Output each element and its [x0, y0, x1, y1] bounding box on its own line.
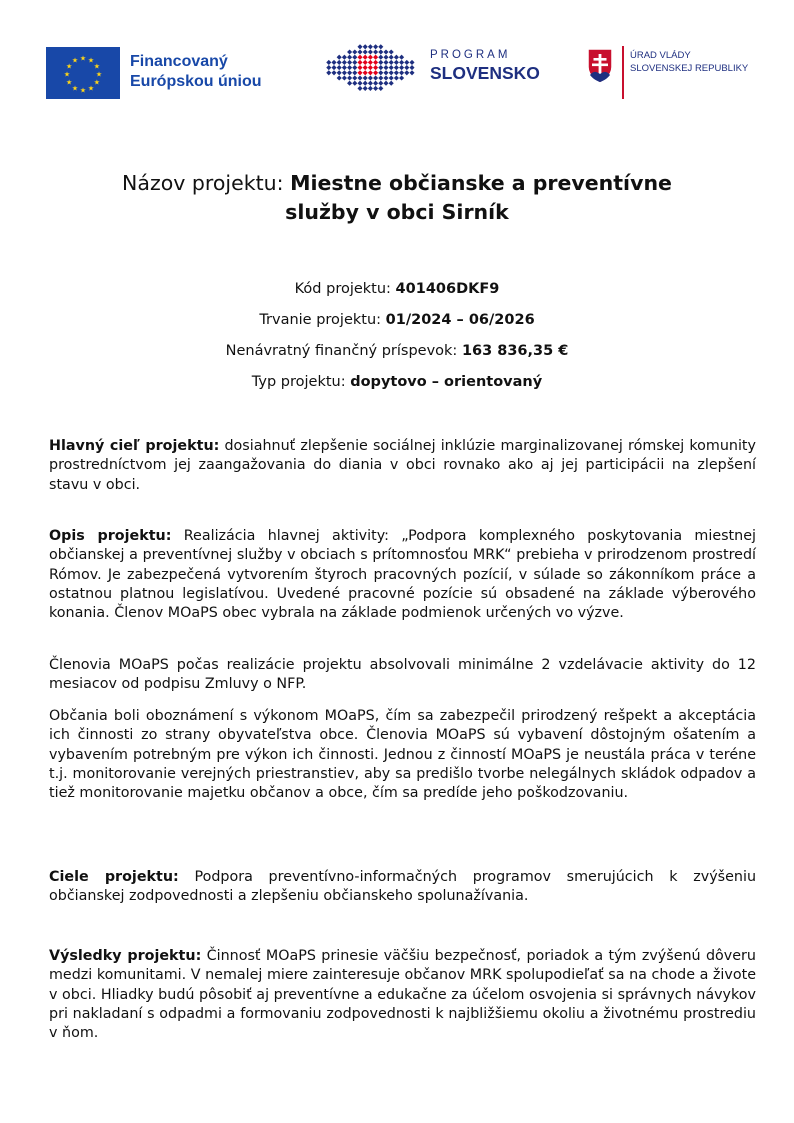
project-type-value: dopytovo – orientovaný [350, 374, 543, 390]
eu-star-icon: ★ [79, 86, 87, 95]
project-title-name-part1: Miestne občianske a preventívne [290, 171, 672, 195]
program-mark-dot [394, 70, 399, 75]
program-mark-dot [352, 75, 357, 80]
program-mark-dot [326, 60, 331, 65]
description-paragraph [49, 527, 756, 623]
project-code-label: Kód projektu: [294, 281, 391, 297]
program-mark-dot [394, 65, 399, 70]
program-mark-dot [373, 70, 378, 75]
program-mark-dot [368, 70, 373, 75]
project-grant-value: 163 836,35 € [461, 343, 569, 359]
program-mark-dot [373, 86, 378, 91]
program-mark-dot [409, 60, 414, 65]
main-goal-paragraph [49, 437, 756, 495]
gov-logo-text [630, 49, 748, 75]
program-mark-dot [378, 70, 383, 75]
program-mark-dot [352, 65, 357, 70]
program-mark-dot [399, 55, 404, 60]
description-text-2: Členovia MOaPS počas realizácie projektu absolvovali minimálne 2 vzdelávacie aktivity do 12 mesiacov od podpisu Zmluvy o NFP. [49, 657, 756, 693]
eu-star-icon: ★ [71, 56, 79, 65]
program-label: PROGRAM [430, 49, 511, 61]
program-mark-dot [378, 60, 383, 65]
project-grant-label: Nenávratný finančný príspevok: [225, 343, 458, 359]
program-mark-dot [368, 75, 373, 80]
program-mark-dot [389, 55, 394, 60]
eu-logo-line2: Európskou úniou [130, 73, 262, 90]
program-mark-dot [389, 60, 394, 65]
program-mark-dot [389, 81, 394, 86]
eu-flag-logo [46, 47, 120, 99]
program-mark-dot [373, 60, 378, 65]
eu-star-icon: ★ [79, 54, 87, 63]
program-mark-dot [357, 81, 362, 86]
aims-paragraph [49, 868, 756, 907]
program-mark-dot [363, 65, 368, 70]
program-mark-dot [331, 70, 336, 75]
program-mark-dot [383, 49, 388, 54]
program-mark-dot [383, 81, 388, 86]
program-mark-dot [347, 49, 352, 54]
program-mark-dot [373, 65, 378, 70]
project-title [40, 169, 754, 227]
program-mark-dot [352, 49, 357, 54]
program-mark-dot [383, 60, 388, 65]
gov-logo-line2: SLOVENSKEJ REPUBLIKY [630, 63, 749, 74]
program-mark-dot [326, 65, 331, 70]
program-mark-dot [342, 55, 347, 60]
eu-star-icon: ★ [95, 70, 103, 79]
main-goal-text: dosiahnuť zlepšenie sociálnej inklúzie marginalizovanej rómskej komunity prostredníctvom jej zaangažovania do diania v obci rovnako ako aj jej participácii na zlepšení stavu v obci. [49, 438, 756, 493]
program-mark-dot [378, 65, 383, 70]
eu-logo-line1: Financovaný [130, 53, 228, 70]
eu-star-icon: ★ [87, 56, 95, 65]
gov-logo-line1: ÚRAD VLÁDY [630, 50, 691, 61]
program-mark-dot [363, 75, 368, 80]
program-mark-dot [373, 55, 378, 60]
program-mark-dot [363, 44, 368, 49]
program-mark-dot [352, 81, 357, 86]
program-mark-dot [357, 75, 362, 80]
project-type-label: Typ projektu: [251, 374, 346, 390]
program-mark-dot [389, 65, 394, 70]
project-title-line1 [40, 169, 754, 198]
project-duration-value: 01/2024 – 06/2026 [385, 312, 535, 328]
eu-star-icon: ★ [93, 62, 101, 71]
program-mark-dot [352, 70, 357, 75]
program-mark-dot [352, 60, 357, 65]
description-text: Realizácia hlavnej aktivity: „Podpora komplexného poskytovania miestnej občianskej a preventívnej služby v obciach s prítomnosťou MRK“ prebieha v prirodzenom prostredí Rómov. Je zabezpečená vytvorením štyroch pracovných pozícií, v súlade so zákonníkom práce a ostatnou platnou legislatívou. Uvedené pracovné pozície sú obsadené na základe výberového konania. Členov MOaPS obec vybrala na základe podmienok určených vo výzve. [49, 528, 756, 622]
program-mark-dot [368, 60, 373, 65]
program-mark-dot [399, 70, 404, 75]
program-mark-dot [347, 70, 352, 75]
program-mark-dot [389, 49, 394, 54]
program-mark-dot [331, 60, 336, 65]
program-mark-dot [347, 81, 352, 86]
program-mark-dot [352, 55, 357, 60]
description-label: Opis projektu: [49, 528, 172, 544]
eu-logo-text [130, 52, 262, 92]
program-mark-dot [347, 60, 352, 65]
program-mark-dot [337, 65, 342, 70]
program-mark-dot [357, 44, 362, 49]
program-mark-dot [378, 55, 383, 60]
program-slovensko-mark [325, 42, 420, 94]
program-mark-dot [363, 49, 368, 54]
program-mark-dot [383, 65, 388, 70]
program-mark-dot [363, 81, 368, 86]
program-mark-dot [373, 49, 378, 54]
program-mark-dot [399, 65, 404, 70]
results-paragraph [49, 947, 756, 1043]
eu-star-icon: ★ [63, 70, 71, 79]
eu-star-icon: ★ [93, 78, 101, 87]
program-mark-dot [368, 55, 373, 60]
program-mark-dot [383, 70, 388, 75]
program-mark-dot [357, 70, 362, 75]
program-mark-dot [378, 86, 383, 91]
program-mark-dot [373, 75, 378, 80]
results-text: Činnosť MOaPS prinesie väčšiu bezpečnosť, poriadok a tým zvýšenú dôveru medzi komunitami. V nemalej miere zainteresuje občanov MRK spolupodieľať sa na chode a živote v obci. Hliadky budú pôsobiť aj preventívne a edukačne za účelom osvojenia si správnych návykov pri nakladaní s odpadmi a formovaniu zodpovednosti k najbližšiemu okoliu a životnému prostrediu v ňom. [49, 948, 756, 1042]
program-mark-dot [337, 55, 342, 60]
program-mark-dot [368, 49, 373, 54]
program-mark-dot [409, 65, 414, 70]
program-mark-dot [399, 75, 404, 80]
eu-star-icon: ★ [71, 84, 79, 93]
results-label: Výsledky projektu: [49, 948, 202, 964]
program-mark-dot [357, 60, 362, 65]
program-mark-dot [363, 86, 368, 91]
program-mark-dot [368, 65, 373, 70]
project-duration-line [0, 312, 794, 328]
program-mark-dot [394, 75, 399, 80]
program-mark-dot [383, 75, 388, 80]
program-mark-dot [331, 65, 336, 70]
program-mark-dot [342, 65, 347, 70]
program-mark-dot [357, 86, 362, 91]
program-mark-dot [337, 60, 342, 65]
program-mark-dot [347, 65, 352, 70]
program-mark-dot [357, 65, 362, 70]
eu-star-icon: ★ [65, 62, 73, 71]
program-mark-dot [357, 55, 362, 60]
program-mark-dot [347, 55, 352, 60]
program-mark-dot [404, 65, 409, 70]
program-mark-dot [394, 60, 399, 65]
description-paragraph-2 [49, 656, 756, 695]
project-code-line [0, 281, 794, 297]
program-mark-dot [378, 49, 383, 54]
program-mark-dot [337, 75, 342, 80]
program-mark-dot [357, 49, 362, 54]
slovak-coat-of-arms-icon [586, 47, 614, 85]
main-goal-label: Hlavný cieľ projektu: [49, 438, 220, 454]
description-paragraph-3 [49, 707, 756, 803]
program-mark-dot [363, 60, 368, 65]
program-mark-dot [342, 75, 347, 80]
aims-label: Ciele projektu: [49, 869, 179, 885]
program-mark-dot [363, 55, 368, 60]
program-mark-dot [373, 81, 378, 86]
program-mark-dot [389, 70, 394, 75]
program-mark-dot [368, 81, 373, 86]
program-mark-dot [347, 75, 352, 80]
project-title-label: Názov projektu: [122, 171, 284, 195]
project-duration-label: Trvanie projektu: [259, 312, 382, 328]
program-mark-dot [399, 60, 404, 65]
project-title-line2 [40, 198, 754, 227]
gov-logo-divider [622, 46, 624, 99]
program-mark-dot [404, 70, 409, 75]
program-mark-dot [409, 70, 414, 75]
project-title-name-part2: služby v obci Sirník [285, 200, 509, 224]
project-grant-line [0, 343, 794, 359]
program-mark-dot [378, 44, 383, 49]
program-mark-dot [368, 86, 373, 91]
program-mark-dot [389, 75, 394, 80]
aims-text: Podpora preventívno-informačných programov smerujúcich k zvýšeniu občianskej zodpovednosti a zlepšeniu občianskeho spolunažívania. [49, 869, 756, 905]
eu-star-icon: ★ [87, 84, 95, 93]
program-mark-dot [394, 55, 399, 60]
program-mark-dot [326, 70, 331, 75]
program-mark-dot [404, 60, 409, 65]
program-mark-dot [337, 70, 342, 75]
slovensko-label: SLOVENSKO [430, 63, 540, 83]
eu-star-icon: ★ [65, 78, 73, 87]
program-mark-dot [373, 44, 378, 49]
program-slovensko-text [430, 48, 540, 84]
project-code-value: 401406DKF9 [395, 281, 500, 297]
program-mark-dot [383, 55, 388, 60]
program-mark-dot [342, 60, 347, 65]
description-text-3: Občania boli oboznámení s výkonom MOaPS, čím sa zabezpečil prirodzený rešpekt a akceptácia ich činnosti zo strany obyvateľstva obce. Členovia MOaPS sú vybavení dôstojným ošatením a vybavením potrebným pre výkon ich činnosti. Jednou z činností MOaPS je neustála práca v teréne t.j. monitorovanie verejných priestranstiev, aby sa predišlo tvorbe nelegálnych skládok odpadov a tiež monitorovanie majetku občanov a obce, čím sa predíde jeho poškodzovaniu. [49, 708, 756, 802]
program-mark-dot [368, 44, 373, 49]
project-type-line [0, 374, 794, 390]
program-mark-dot [378, 75, 383, 80]
program-mark-dot [342, 70, 347, 75]
program-mark-dot [363, 70, 368, 75]
program-mark-dot [378, 81, 383, 86]
